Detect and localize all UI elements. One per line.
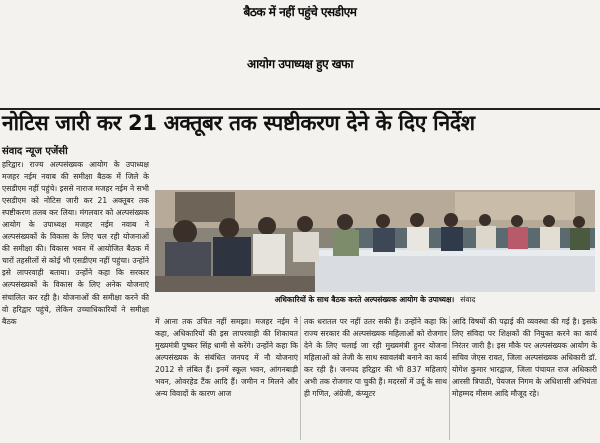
column-divider <box>300 316 301 440</box>
article-column-3 <box>304 316 447 441</box>
column-4-text: आदि विषयों की पढ़ाई की व्यवस्था की गई है। इसके लिए संविदा पर शिक्षकों की नियुक्त करने का कार्य निरंतर जारी है। इस मौके पर अल्पसंख्यक आयोग के सचिव जेएस रावत, जिला अल्पसंख्यक अधिकारी डॉ. योगेश कुमार भारद्वाज, जिला पंचायत राज अधिकारी आरसी त्रिपाठी, पेयजल निगम के अधिशासी अभियंता मोहम्मद मीसम आदि मौजूद रहे। <box>452 317 597 399</box>
byline: संवाद न्यूज एजेंसी <box>2 146 68 157</box>
photo-caption <box>155 293 595 307</box>
meeting-photo <box>155 190 595 292</box>
column-1-text: हरिद्वार। राज्य अल्पसंख्यक आयोग के उपाध्यक्ष मजहर नईम नवाब की समीक्षा बैठक में जिले के एसडीएम नहीं पहुंचे। इससे नाराज मजहर नईम ने सभी एसडीएम को नोटिस जारी कर 21 अक्तूबर तक स्पष्टीकरण तलब कर लिया। मंगलवार को अल्पसंख्यक आयोग के उपाध्यक्ष मजहर नईम नवाब ने अल्पसंख्यकों के विकास के लिए चल रही योजनाओं की समीक्षा की। विकास भवन में आयोजित बैठक में चारों तहसीलों से कोई भी एसडीएम नहीं पहुंचा। उन्होंने इसे लापरवाही बताया। उन्होंने कहा कि सरकार अल्पसंख्यकों के विकास के लिए अनेक योजनाएं संचालित कर रही है। योजनाओं की समीक्षा करने की वो हरिद्वार पहुंचे, लेकिन उच्चाधिकारियों ने समीक्षा बैठक <box>2 160 149 326</box>
column-3-text: तक धरातल पर नहीं उतर सकी हैं। उन्होंने कहा कि राज्य सरकार की अल्पसंख्यक महिलाओं को रोजगार देने के लिए चलाई जा रही मुख्यमंत्री हुनर योजना महिलाओं को तेजी के साथ स्वावलंबी बनाने का कार्य कर रही है। जनपद हरिद्वार की भी 837 महिलाएं अभी तक रोजगार पा चुकी हैं। मदरसों में उर्दू के साथ ही गणित, अंग्रेजी, कंप्यूटर <box>304 317 447 399</box>
article-column-2 <box>155 316 298 441</box>
photo-caption-text: अधिकारियों के साथ बैठक करते अल्पसंख्यक आयोग के उपाध्यक्ष। <box>274 295 455 304</box>
article-column-4 <box>452 316 597 441</box>
subheadline: नोटिस जारी कर 21 अक्तूबर तक स्पष्टीकरण देने के दिए निर्देश <box>2 111 475 135</box>
column-2-text: में आना तक उचित नहीं समझा। मजहर नईम ने कहा, अधिकारियों की इस लापरवाही की शिकायत मुख्यमंत्री पुष्कर सिंह धामी से करेंगे। उन्होंने कहा कि अल्पसंख्यक के संबंधित जनपद में नौ योजनाएं 2012 से लंबित हैं। इनमें स्कूल भवन, आंगनबाड़ी भवन, ओवरहेड टैंक आदि हैं। जमीन न मिलने और अन्य विवादों के कारण आज <box>155 317 298 399</box>
headline-line-2: आयोग उपाध्यक्ष हुए खफा <box>247 57 353 71</box>
meeting-photo-illustration <box>155 190 595 292</box>
headline-line-1: बैठक में नहीं पहुंचे एसडीएम <box>243 5 357 19</box>
column-divider <box>449 316 450 440</box>
article-column-1 <box>2 159 149 441</box>
headline-rule <box>0 108 600 110</box>
photo-credit: संवाद <box>460 295 476 304</box>
